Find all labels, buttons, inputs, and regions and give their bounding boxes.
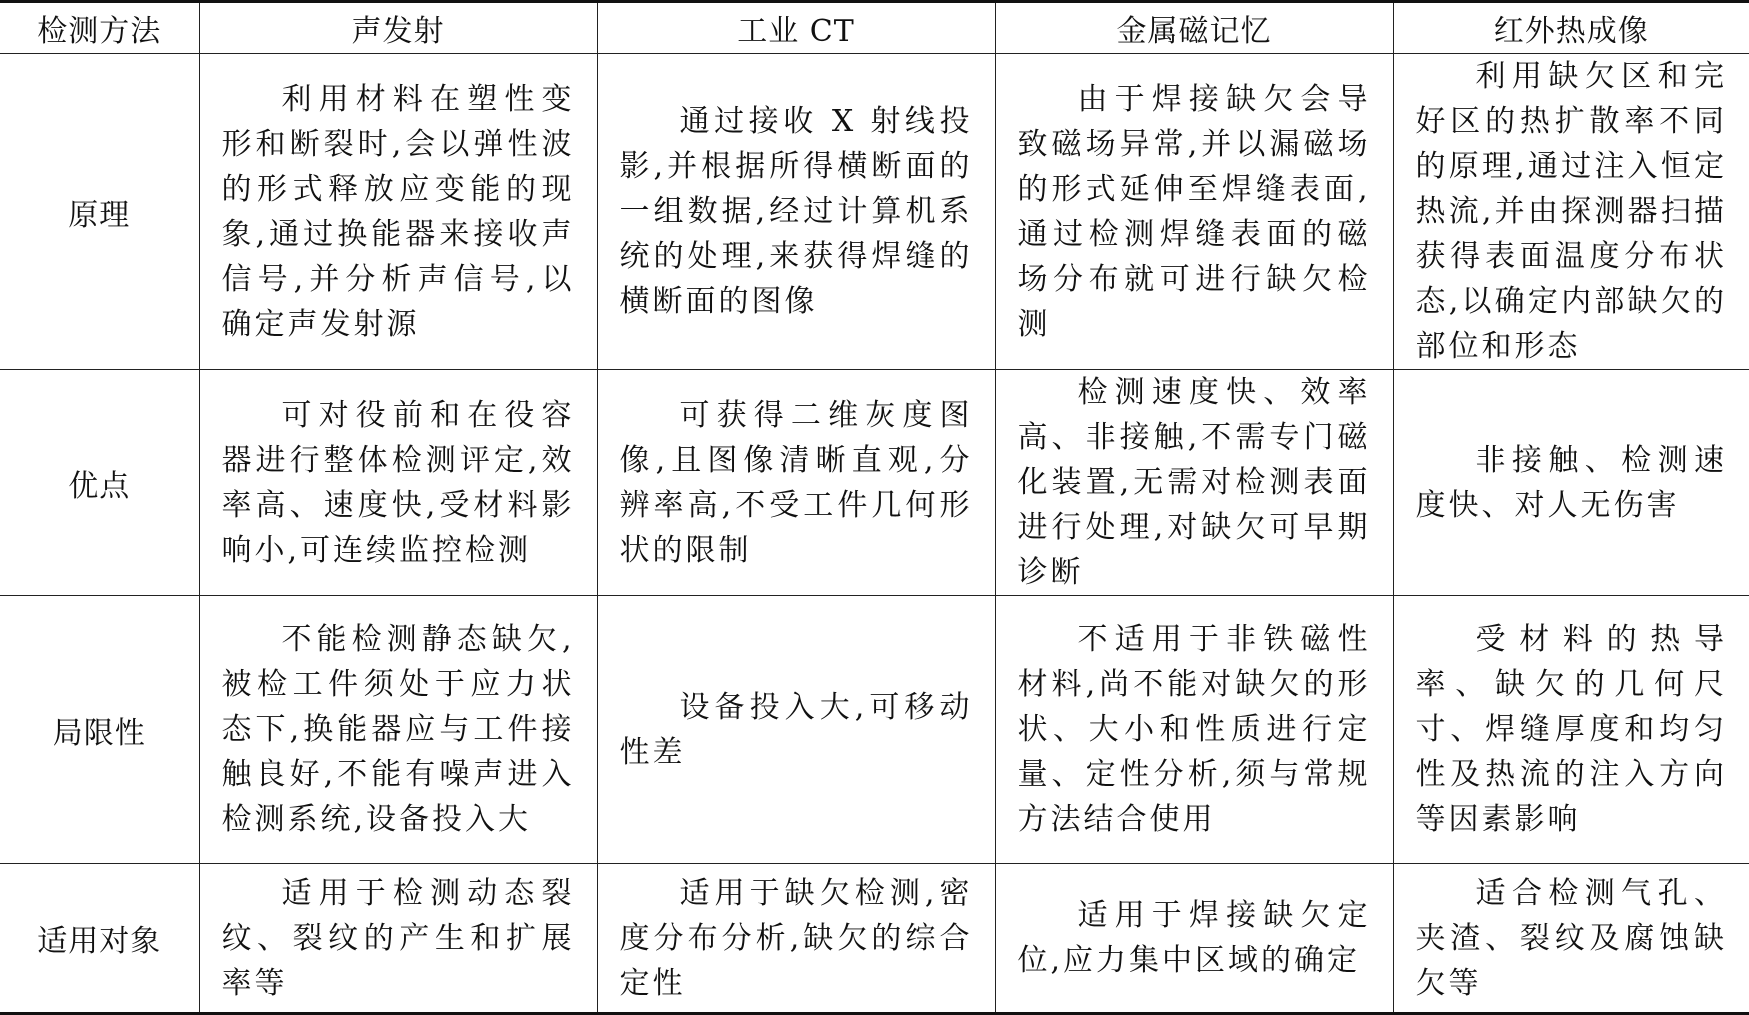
header-infrared-thermography: 红外热成像 bbox=[1393, 2, 1749, 54]
header-metal-magnetic-memory: 金属磁记忆 bbox=[995, 2, 1393, 54]
cell-text: 利用缺欠区和完好区的热扩散率不同的原理,通过注入恒定热流,并由探测器扫描获得表面温度分布状态,以确定内部缺欠的部位和形态 bbox=[1394, 54, 1749, 369]
cell-text: 设备投入大,可移动性差 bbox=[598, 685, 995, 775]
cell-text: 不能检测静态缺欠,被检工件须处于应力状态下,换能器应与工件接触良好,不能有噪声进入检测系统,设备投入大 bbox=[200, 617, 597, 842]
table-cell bbox=[199, 864, 597, 1014]
cell-text: 适用于焊接缺欠定位,应力集中区域的确定 bbox=[996, 893, 1393, 983]
table-row-principle bbox=[0, 54, 1749, 370]
cell-text: 不适用于非铁磁性材料,尚不能对缺欠的形状、大小和性质进行定量、定性分析,须与常规方法结合使用 bbox=[996, 617, 1393, 842]
table-cell bbox=[597, 864, 995, 1014]
table-cell bbox=[1393, 54, 1749, 370]
table-cell bbox=[199, 54, 597, 370]
cell-text: 利用材料在塑性变形和断裂时,会以弹性波的形式释放应变能的现象,通过换能器来接收声信号,并分析声信号,以确定声发射源 bbox=[200, 77, 597, 347]
table-cell bbox=[199, 596, 597, 864]
header-row bbox=[0, 2, 1749, 54]
cell-text: 受材料的热导率、缺欠的几何尺寸、焊缝厚度和均匀性及热流的注入方向等因素影响 bbox=[1394, 617, 1749, 842]
row-label-principle: 原理 bbox=[0, 54, 199, 370]
table-cell bbox=[199, 370, 597, 596]
table-cell bbox=[995, 864, 1393, 1014]
cell-text: 可对役前和在役容器进行整体检测评定,效率高、速度快,受材料影响小,可连续监控检测 bbox=[200, 393, 597, 573]
table-cell bbox=[597, 596, 995, 864]
cell-text: 检测速度快、效率高、非接触,不需专门磁化装置,无需对检测表面进行处理,对缺欠可早期诊断 bbox=[996, 370, 1393, 595]
cell-text: 非接触、检测速度快、对人无伤害 bbox=[1394, 438, 1749, 528]
table-cell bbox=[597, 370, 995, 596]
cell-text: 适用于缺欠检测,密度分布分析,缺欠的综合定性 bbox=[598, 871, 995, 1006]
table-cell bbox=[1393, 864, 1749, 1014]
row-label-applicable-objects: 适用对象 bbox=[0, 864, 199, 1014]
table-row-limitations bbox=[0, 596, 1749, 864]
cell-text: 可获得二维灰度图像,且图像清晰直观,分辨率高,不受工件几何形状的限制 bbox=[598, 393, 995, 573]
cell-text: 适用于检测动态裂纹、裂纹的产生和扩展率等 bbox=[200, 871, 597, 1006]
table-cell bbox=[995, 596, 1393, 864]
row-label-limitations: 局限性 bbox=[0, 596, 199, 864]
header-method: 检测方法 bbox=[0, 2, 199, 54]
table-cell bbox=[1393, 596, 1749, 864]
table-cell bbox=[995, 54, 1393, 370]
row-label-advantages: 优点 bbox=[0, 370, 199, 596]
table-cell bbox=[995, 370, 1393, 596]
cell-text: 通过接收 X 射线投影,并根据所得横断面的一组数据,经过计算机系统的处理,来获得焊缝的横断面的图像 bbox=[598, 99, 995, 324]
table-row-advantages bbox=[0, 370, 1749, 596]
table-cell bbox=[1393, 370, 1749, 596]
cell-text: 适合检测气孔、夹渣、裂纹及腐蚀缺欠等 bbox=[1394, 871, 1749, 1006]
header-acoustic-emission: 声发射 bbox=[199, 2, 597, 54]
cell-text: 由于焊接缺欠会导致磁场异常,并以漏磁场的形式延伸至焊缝表面,通过检测焊缝表面的磁场分布就可进行缺欠检测 bbox=[996, 77, 1393, 347]
table-cell bbox=[597, 54, 995, 370]
header-industrial-ct: 工业 CT bbox=[597, 2, 995, 54]
table-row-applicable-objects bbox=[0, 864, 1749, 1014]
